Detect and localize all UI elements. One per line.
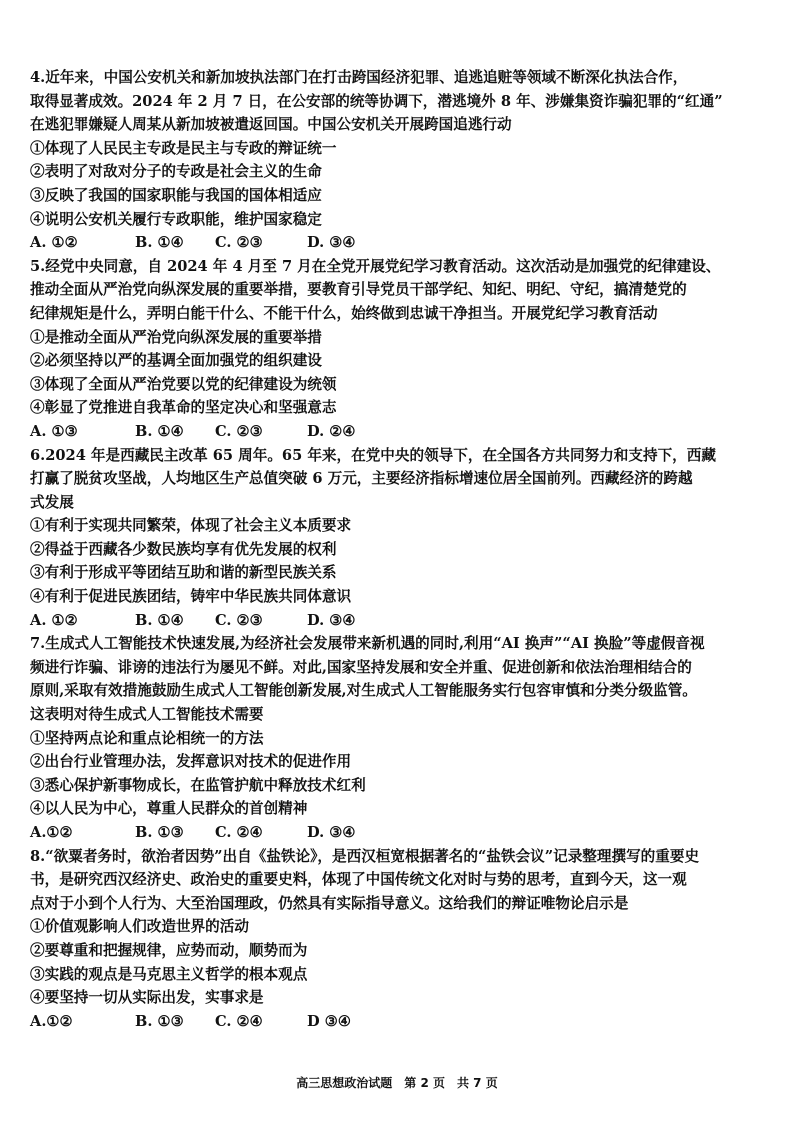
question-stem-line: 式发展 xyxy=(30,493,74,511)
statement-option: ④以人民为中心，尊重人民群众的首创精神 xyxy=(30,800,308,818)
exam-page xyxy=(30,66,774,1033)
question-stem-line: 频进行诈骗、诽谤的违法行为屡见不鲜。对此,国家坚持发展和安全并重、促进创新和依法治理相结合的 xyxy=(30,658,692,676)
choice-c: C. ②④ xyxy=(215,824,263,841)
question-stem-line: 点对于小到个人行为、大至治国理政，仍然具有实际指导意义。这给我们的辩证唯物论启示是 xyxy=(30,894,629,912)
choice-c: C. ②③ xyxy=(215,234,263,252)
statement-option: ④要坚持一切从实际出发，实事求是 xyxy=(30,989,264,1007)
question-stem-line: 6.2024 年是西藏民主改革 65 周年。65 年来，在党中央的领导下，在全国各方共同努力和支持下，西藏 xyxy=(30,446,716,464)
choice-c: C. ②③ xyxy=(215,422,263,440)
choice-d: D. ③④ xyxy=(307,824,356,841)
question-stem-line: 在逃犯罪嫌疑人周某从新加坡被遣返回国。中国公安机关开展跨国追逃行动 xyxy=(30,116,512,134)
question-stem-line: 纪律规矩是什么，弄明白能干什么、不能干什么，始终做到忠诚干净担当。开展党纪学习教育活动 xyxy=(30,304,658,322)
question-stem-line: 推动全面从严治党向纵深发展的重要举措，要教育引导党员干部学纪、知纪、明纪、守纪，搞清楚党的 xyxy=(30,281,687,299)
choice-c: C. ②④ xyxy=(215,1012,263,1030)
choice-b: B. ①④ xyxy=(135,422,184,440)
statement-option: ③体现了全面从严治党要以党的纪律建设为统领 xyxy=(30,375,337,393)
statement-option: ③有利于形成平等团结互助和谐的新型民族关系 xyxy=(30,564,337,582)
answer-choices xyxy=(30,821,774,845)
choice-a: A.①② xyxy=(30,824,73,841)
statement-option: ③实践的观点是马克思主义哲学的根本观点 xyxy=(30,965,308,983)
choice-b: B. ①③ xyxy=(135,824,184,841)
statement-option: ④说明公安机关履行专政职能，维护国家稳定 xyxy=(30,210,322,228)
statement-option: ①坚持两点论和重点论相统一的方法 xyxy=(30,729,264,747)
answer-choices xyxy=(30,231,774,255)
question-4 xyxy=(30,66,774,255)
choice-b: B. ①④ xyxy=(135,611,184,629)
question-stem-line: 书，是研究西汉经济史、政治史的重要史料，体现了中国传统文化对时与势的思考，直到今天，这一观 xyxy=(30,871,687,889)
question-stem-line: 打赢了脱贫攻坚战，人均地区生产总值突破 6 万元，主要经济指标增速位居全国前列。西藏经济的跨越 xyxy=(30,470,693,488)
page-footer: 高三思想政治试题 第 2 页 共 7 页 xyxy=(296,1076,498,1090)
question-stem-line: 这表明对待生成式人工智能技术需要 xyxy=(30,706,264,724)
question-8 xyxy=(30,845,774,1034)
statement-option: ④有利于促进民族团结，铸牢中华民族共同体意识 xyxy=(30,588,352,606)
question-stem-line: 4.近年来，中国公安机关和新加坡执法部门在打击跨国经济犯罪、追逃追赃等领域不断深化执法合作， xyxy=(30,69,688,86)
statement-option: ③悉心保护新事物成长，在监管护航中释放技术红利 xyxy=(30,776,366,794)
question-stem-line: 8.“欲粟者务时，欲治者因势”出自《盐铁论》，是西汉桓宽根据著名的“盐铁会议”记录整理撰写的重要史 xyxy=(30,847,700,865)
statement-option: ②得益于西藏各少数民族均享有优先发展的权利 xyxy=(30,540,337,558)
choice-c: C. ②③ xyxy=(215,611,263,629)
statement-option: ②必须坚持以严的基调全面加强党的组织建设 xyxy=(30,352,322,370)
choice-a: A. ①② xyxy=(30,234,78,252)
statement-option: ①有利于实现共同繁荣，体现了社会主义本质要求 xyxy=(30,517,352,535)
statement-option: ③反映了我国的国家职能与我国的国体相适应 xyxy=(30,186,322,204)
choice-a: A. ①② xyxy=(30,611,78,629)
statement-option: ①是推动全面从严治党向纵深发展的重要举措 xyxy=(30,328,322,346)
statement-option: ②要尊重和把握规律，应势而动，顺势而为 xyxy=(30,941,308,959)
question-7 xyxy=(30,632,774,844)
choice-d: D ③④ xyxy=(307,1012,351,1030)
statement-option: ②表明了对敌对分子的专政是社会主义的生命 xyxy=(30,163,322,181)
statement-option: ②出台行业管理办法，发挥意识对技术的促进作用 xyxy=(30,753,352,771)
choice-a: A.①② xyxy=(30,1012,73,1030)
choice-d: D. ③④ xyxy=(307,611,356,629)
choice-d: D. ②④ xyxy=(307,422,356,440)
choice-b: B. ①③ xyxy=(135,1012,184,1030)
statement-option: ①价值观影响人们改造世界的活动 xyxy=(30,918,249,936)
statement-option: ①体现了人民民主专政是民主与专政的辩证统一 xyxy=(30,139,337,157)
statement-option: ④彰显了党推进自我革命的坚定决心和坚强意志 xyxy=(30,399,337,417)
question-stem-line: 取得显著成效。2024 年 2 月 7 日，在公安部的统等协调下，潜逃境外 8 年、涉嫌集资诈骗犯罪的“红通” xyxy=(30,92,723,110)
question-stem-line: 7.生成式人工智能技术快速发展,为经济社会发展带来新机遇的同时,利用“AI 换声”“AI 换脸”等虚假音视 xyxy=(30,635,705,653)
question-stem-line: 原则,采取有效措施鼓励生成式人工智能创新发展,对生成式人工智能服务实行包容审慎和分类分级监管。 xyxy=(30,682,697,700)
answer-choices xyxy=(30,1010,774,1034)
answer-choices xyxy=(30,420,774,444)
choice-d: D. ③④ xyxy=(307,234,356,252)
question-5 xyxy=(30,255,774,444)
question-stem-line: 5.经党中央同意，自 2024 年 4 月至 7 月在全党开展党纪学习教育活动。这次活动是加强党的纪律建设、 xyxy=(30,257,721,275)
choice-b: B. ①④ xyxy=(135,234,184,252)
question-6 xyxy=(30,444,774,633)
choice-a: A. ①③ xyxy=(30,422,78,440)
answer-choices xyxy=(30,609,774,633)
